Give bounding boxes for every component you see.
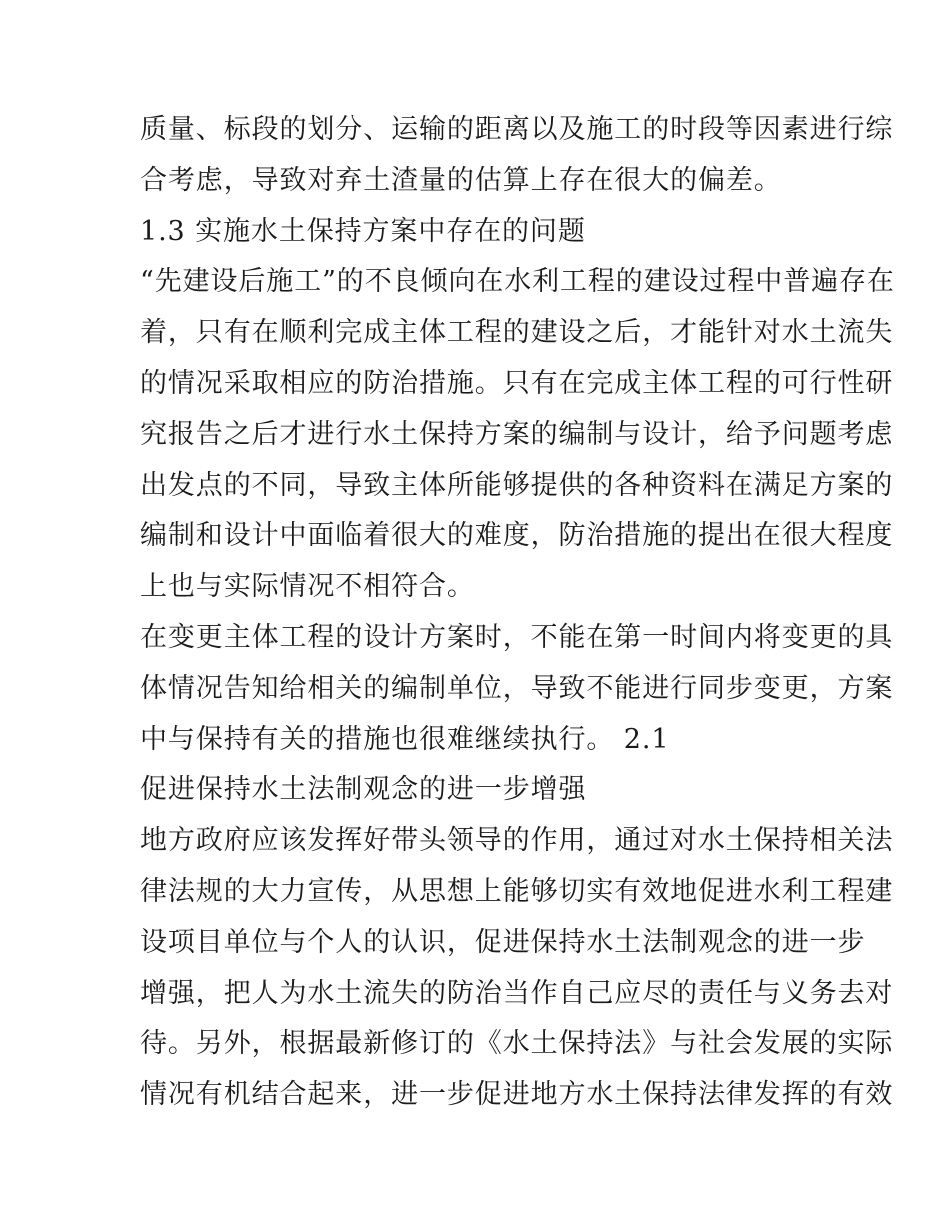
text-line: 合考虑，导致对弃土渣量的估算上存在很大的偏差。 <box>140 164 782 196</box>
text-line: 出发点的不同，导致主体所能够提供的各种资料在满足方案的 <box>140 469 894 501</box>
text-line: 增强，把人为水土流失的防治当作自己应尽的责任与义务去对 <box>140 977 894 1009</box>
text-line: 在变更主体工程的设计方案时，不能在第一时间内将变更的具 <box>140 621 894 653</box>
text-line: 中与保持有关的措施也很难继续执行。 2.1 <box>140 723 670 755</box>
text-line: 律法规的大力宣传，从思想上能够切实有效地促进水利工程建 <box>140 875 894 907</box>
text-line: 究报告之后才进行水土保持方案的编制与设计，给予问题考虑 <box>140 418 894 450</box>
text-line: 质量、标段的划分、运输的距离以及施工的时段等因素进行综 <box>140 114 894 145</box>
text-line: 设项目单位与个人的认识，促进保持水土法制观念的进一步 <box>140 926 866 958</box>
text-line: 情况有机结合起来，进一步促进地方水土保持法律发挥的有效 <box>140 1079 894 1111</box>
text-line: 地方政府应该发挥好带头领导的作用，通过对水土保持相关法 <box>140 825 894 857</box>
text-line: 待。另外，根据最新修订的《水土保持法》与社会发展的实际 <box>140 1028 894 1060</box>
section-heading: 1.3 实施水土保持方案中存在的问题 <box>140 215 586 247</box>
text-line: 着，只有在顺利完成主体工程的建设之后，才能针对水土流失 <box>140 317 894 349</box>
text-line: 体情况告知给相关的编制单位，导致不能进行同步变更，方案 <box>140 672 894 704</box>
text-line: 上也与实际情况不相符合。 <box>140 571 475 603</box>
text-line: 的情况采取相应的防治措施。只有在完成主体工程的可行性研 <box>140 367 894 399</box>
text-line: “先建设后施工”的不良倾向在水利工程的建设过程中普遍存在 <box>140 266 895 298</box>
section-heading: 促进保持水土法制观念的进一步增强 <box>140 774 587 806</box>
text-line: 编制和设计中面临着很大的难度，防治措施的提出在很大程度 <box>140 520 894 552</box>
document-body <box>140 105 895 1121</box>
